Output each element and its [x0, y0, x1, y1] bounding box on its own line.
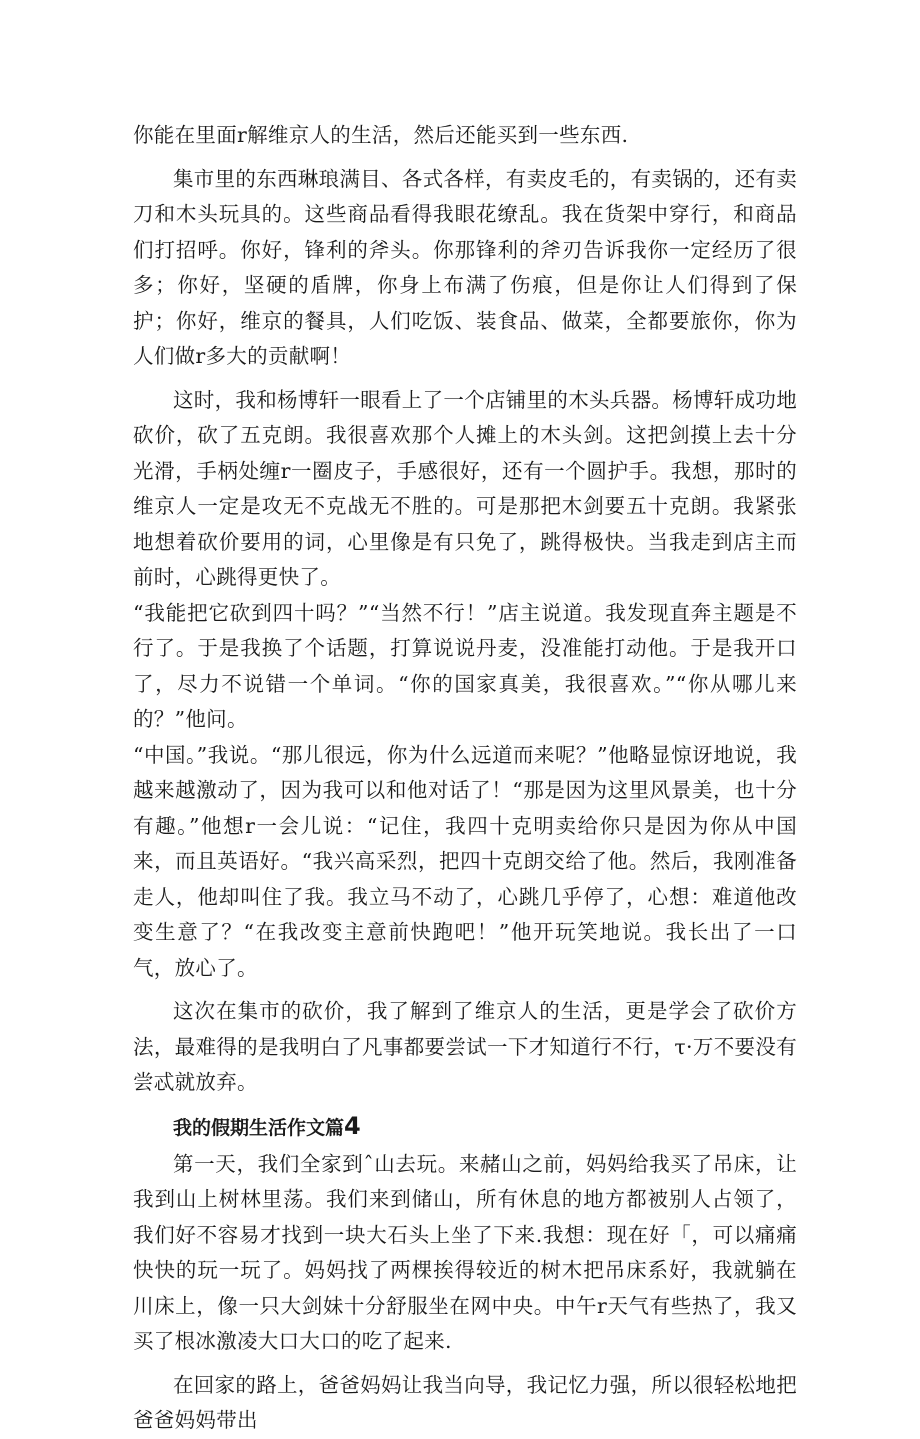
paragraph-1: 你能在里面r解维京人的生活，然后还能买到一些东西.: [133, 123, 629, 147]
paragraph-8: 在回家的路上，爸爸妈妈让我当向导，我记忆力强，所以很轻松地把爸爸妈妈带出: [133, 1372, 797, 1432]
document-page: [133, 118, 797, 1439]
paragraph-7: 第一天，我们全家到ˆ山去玩。来赭山之前，妈妈给我买了吊床，让我到山上树林里荡。我们来到储山，所有休息的地方都被别人占领了，我们好不容易才找到一块大石头上坐了下来.我想：现在好「，可以痛痛快快的玩一玩了。妈妈找了两棵挨得较近的树木把吊床系好，我就躺在川床上，像一只大剑妹十分舒服坐在网中央。中午r天气有些热了，我又买了根冰激凌大口大口的吃了起来.: [133, 1151, 797, 1353]
section-heading-number: 4: [344, 1111, 361, 1140]
paragraph-6: 这次在集市的砍价，我了解到了维京人的生活，更是学会了砍价方法，最难得的是我明白了凡事都要尝试一下才知道行不行，τ·万不要没有尝忒就放弃。: [133, 999, 797, 1094]
section-heading-text: 我的假期生活作文篇: [173, 1116, 345, 1139]
paragraph-4: “我能把它砍到四十吗？”“当然不行！”店主说道。我发现直奔主题是不行了。于是我换了个话题，打算说说丹麦，没准能打动他。于是我开口了，尽力不说错一个单词。“你的国家真美，我很喜欢。”“你从哪儿来的？”他问。: [133, 600, 797, 731]
paragraph-5: “中国。”我说。“那儿很远，你为什么远道而来呢？”他略显惊讶地说，我越来越激动了，因为我可以和他对话了！“那是因为这里风景美，也十分有趣。”他想r一会儿说：“记住，我四十克明卖给你只是因为你从中国来，而且英语好。“我兴高采烈，把四十克朗交给了他。然后，我刚准备走人，他却叫住了我。我立马不动了，心跳几乎停了，心想：难道他改变生意了？“在我改变主意前快跑吧！”他开玩笑地说。我长出了一口气，放心了。: [133, 742, 797, 980]
paragraph-2: 集市里的东西琳琅满目、各式各样，有卖皮毛的，有卖锅的，还有卖刀和木头玩具的。这些商品看得我眼花缭乱。我在货架中穿行，和商品们打招呼。你好，锋利的斧头。你那锋利的斧刃告诉我你一定经历了很多；你好，坚硬的盾牌，你身上布满了伤痕，但是你让人们得到了保护；你好，维京的餐具，人们吃饭、装食品、做菜，全都要旅你，你为人们做r多大的贡献啊！: [133, 166, 797, 368]
section-heading: [133, 1107, 797, 1147]
paragraph-3: 这时，我和杨博轩一眼看上了一个店铺里的木头兵器。杨博轩成功地砍价，砍了五克朗。我很喜欢那个人摊上的木头剑。这把剑摸上去十分光滑，手柄处缠r一圈皮子，手感很好，还有一个圆护手。我想，那时的维京人一定是攻无不克战无不胜的。可是那把木剑要五十克朗。我紧张地想着砍价要用的词，心里像是有只免了，跳得极快。当我走到店主而前时，心跳得更快了。: [133, 387, 797, 589]
